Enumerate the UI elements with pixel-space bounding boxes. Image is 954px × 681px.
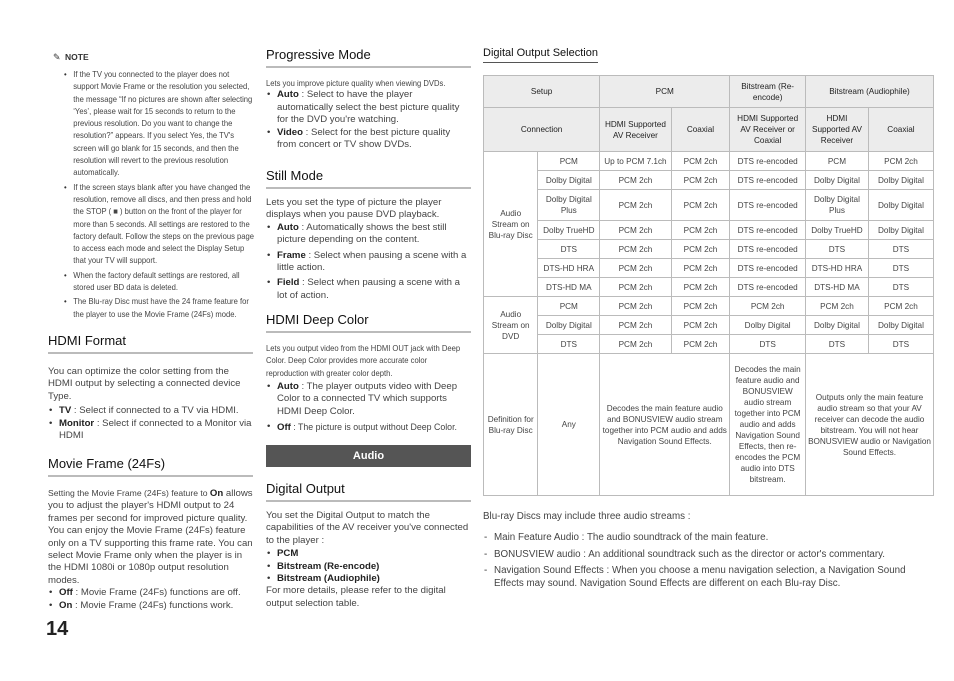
section-desc: You can optimize the color setting from the HDMI output by selecting a connected device Type. <box>48 366 241 402</box>
table-cell: PCM 2ch <box>868 297 933 316</box>
note-item: • The Blu-ray Disc must have the 24 frame feature for the player to use the Movie Frame (24Fs) mode. <box>53 295 257 320</box>
table-cell: Decodes the main feature audio and BONUSVIEW audio stream together into PCM audio and adds Navigation Sound Effects, then re-encodes the PCM audio into DTS bitstream. <box>730 354 806 496</box>
table-cell: DTS-HD MA <box>806 278 869 297</box>
option-item: • TV : Select if connected to a TV via HDMI. <box>48 405 253 417</box>
table-cell: PCM 2ch <box>671 335 730 354</box>
table-cell: DTS <box>868 335 933 354</box>
page-number: 14 <box>46 618 69 640</box>
table-row <box>484 240 934 259</box>
table-cell: PCM <box>538 152 600 171</box>
table-header: PCM <box>600 76 730 108</box>
option-item: • Field : Select when pausing a scene with a lot of action. <box>266 277 471 302</box>
table-cell: Dolby Digital <box>730 316 806 335</box>
table-cell: PCM <box>806 152 869 171</box>
table-row <box>484 171 934 190</box>
table-cell: DTS <box>868 259 933 278</box>
table-cell: PCM 2ch <box>671 240 730 259</box>
table-cell: PCM 2ch <box>600 240 671 259</box>
table-cell: Decodes the main feature audio and BONUSVIEW audio stream together into PCM audio and adds Navigation Sound Effects. <box>600 354 730 496</box>
table-title: Digital Output Selection <box>483 47 598 63</box>
table-cell: Dolby Digital <box>868 190 933 221</box>
table-cell: PCM 2ch <box>868 152 933 171</box>
table-cell: Dolby TrueHD <box>538 221 600 240</box>
table-cell: PCM 2ch <box>671 221 730 240</box>
table-header: Connection <box>484 108 600 152</box>
table-cell: PCM 2ch <box>806 297 869 316</box>
digital-output-section <box>266 481 471 610</box>
section-title: Movie Frame (24Fs) <box>48 456 253 477</box>
audio-section-bar: Audio <box>266 445 471 467</box>
table-row <box>484 259 934 278</box>
deep-color-section <box>266 312 471 435</box>
table-cell: PCM 2ch <box>671 259 730 278</box>
table-cell: DTS re-encoded <box>730 171 806 190</box>
table-cell: Dolby Digital <box>868 221 933 240</box>
streams-block <box>483 511 934 594</box>
table-cell: PCM 2ch <box>600 278 671 297</box>
table-cell: PCM 2ch <box>671 297 730 316</box>
option-item: • Monitor : Select if connected to a Monitor via HDMI <box>48 418 253 443</box>
table-cell: Up to PCM 7.1ch <box>600 152 671 171</box>
note-title: NOTE <box>65 52 89 62</box>
table-row <box>484 152 934 171</box>
table-header: Coaxial <box>671 108 730 152</box>
table-cell: PCM <box>538 297 600 316</box>
table-cell: PCM 2ch <box>600 190 671 221</box>
table-cell: PCM 2ch <box>600 171 671 190</box>
section-desc: Lets you improve picture quality when viewing DVDs. <box>266 78 446 88</box>
table-cell: PCM 2ch <box>600 335 671 354</box>
table-row <box>484 354 934 496</box>
note-item: • When the factory default settings are restored, all stored user BD data is deleted. <box>53 269 257 294</box>
section-title: Still Mode <box>266 168 471 189</box>
table-cell: Dolby Digital <box>868 171 933 190</box>
table-header: Bitstream (Re-encode) <box>730 76 806 108</box>
table-cell: PCM 2ch <box>730 297 806 316</box>
table-header: HDMI Supported AV Receiver or Coaxial <box>730 108 806 152</box>
table-row <box>484 221 934 240</box>
table-row <box>484 190 934 221</box>
note-item: • If the TV you connected to the player does not support Movie Frame or the resolution you selected, the message “If no pictures are shown after selecting ‘Yes’, please wait for 15 seconds to return to the previous resolution. Do you want to change the resolution?” appears. If you select Yes, the TV's screen will go blank for 15 seconds, and then the resolution will revert to the previous resolution automatically. <box>53 68 257 179</box>
digital-output-table <box>483 75 934 496</box>
option-item: • Video : Select for the best picture quality from concert or TV show DVDs. <box>266 127 471 152</box>
table-cell: PCM 2ch <box>671 278 730 297</box>
table-cell: Dolby TrueHD <box>806 221 869 240</box>
section-title: HDMI Format <box>48 333 253 354</box>
progressive-section <box>266 47 471 151</box>
option-item: • Auto : Automatically shows the best still picture depending on the content. <box>266 222 471 247</box>
table-cell: Dolby Digital <box>806 171 869 190</box>
option-item: • Off : Movie Frame (24Fs) functions are off. <box>48 587 253 599</box>
section-title: Progressive Mode <box>266 47 471 68</box>
section-footer: For more details, please refer to the digital output selection table. <box>266 585 446 609</box>
table-header: HDMI Supported AV Receiver <box>806 108 869 152</box>
option-item: • Bitstream (Re-encode) <box>266 561 471 573</box>
option-item: • On : Movie Frame (24Fs) functions work. <box>48 600 253 612</box>
table-row <box>484 335 934 354</box>
table-header: HDMI Supported AV Receiver <box>600 108 671 152</box>
section-desc: Lets you set the type of picture the player displays when you pause DVD playback. <box>266 197 442 221</box>
table-cell: DTS <box>868 278 933 297</box>
streams-intro: Blu-ray Discs may include three audio streams : <box>483 511 691 522</box>
table-cell: DTS <box>806 335 869 354</box>
table-cell: PCM 2ch <box>671 171 730 190</box>
row-group-label: Definition for Blu-ray Disc <box>484 354 538 496</box>
section-title: HDMI Deep Color <box>266 312 471 333</box>
table-cell: Any <box>538 354 600 496</box>
table-cell: PCM 2ch <box>600 297 671 316</box>
table-cell: PCM 2ch <box>600 221 671 240</box>
table-cell: Dolby Digital <box>538 171 600 190</box>
option-item: • Frame : Select when pausing a scene with a little action. <box>266 250 471 275</box>
section-title: Digital Output <box>266 481 471 502</box>
option-item: • PCM <box>266 548 471 560</box>
table-cell: Dolby Digital <box>806 316 869 335</box>
section-desc: Setting the Movie Frame (24Fs) feature to On allows you to adjust the player's HDMI output to 24 frames per second for improved picture quality. You can enjoy the Movie Frame (24Fs) feature only on a TV supporting this frame rate. You can select Movie Frame only when the player is in the HDMI 1080i or 1080p output resolution modes. <box>48 488 253 586</box>
table-cell: PCM 2ch <box>600 316 671 335</box>
table-cell: DTS <box>806 240 869 259</box>
table-row <box>484 278 934 297</box>
table-header: Coaxial <box>868 108 933 152</box>
table-cell: DTS-HD MA <box>538 278 600 297</box>
table-cell: DTS re-encoded <box>730 240 806 259</box>
stream-item: - BONUSVIEW audio : An additional soundtrack such as the director or actor's commentary. <box>483 549 934 561</box>
table-cell: DTS-HD HRA <box>806 259 869 278</box>
table-cell: Outputs only the main feature audio stream so that your AV receiver can decode the audio bitstream. You will not hear BONUSVIEW audio or Navigation Sound Effects. <box>806 354 934 496</box>
hdmi-format-section <box>48 333 253 442</box>
option-item: • Bitstream (Audiophile) <box>266 573 471 585</box>
table-header: Bitstream (Audiophile) <box>806 76 934 108</box>
table-cell: PCM 2ch <box>671 152 730 171</box>
table-cell: Dolby Digital Plus <box>538 190 600 221</box>
table-cell: PCM 2ch <box>600 259 671 278</box>
table-cell: DTS re-encoded <box>730 190 806 221</box>
option-item: • Off : The picture is output without Deep Color. <box>266 421 471 434</box>
section-desc: Lets you output video from the HDMI OUT jack with Deep Color. Deep Color provides more accurate color reproduction with greater color depth. <box>266 343 461 378</box>
stream-item: - Navigation Sound Effects : When you choose a menu navigation selection, a Navigation Sound Effects may sound. Navigation Sound Effects are different on each Blu-ray Disc. <box>483 565 934 590</box>
section-desc: You set the Digital Output to match the capabilities of the AV receiver you've connected to the player : <box>266 510 469 546</box>
table-cell: PCM 2ch <box>671 316 730 335</box>
table-cell: PCM 2ch <box>671 190 730 221</box>
still-mode-section <box>266 168 471 302</box>
table-cell: DTS <box>538 240 600 259</box>
table-cell: DTS re-encoded <box>730 221 806 240</box>
table-cell: DTS re-encoded <box>730 278 806 297</box>
row-group-label: Audio Stream on DVD <box>484 297 538 354</box>
row-group-label: Audio Stream on Blu-ray Disc <box>484 152 538 297</box>
table-cell: Dolby Digital <box>868 316 933 335</box>
table-row <box>484 316 934 335</box>
movie-frame-section <box>48 456 253 612</box>
table-cell: DTS re-encoded <box>730 259 806 278</box>
option-item: • Auto : Select to have the player automatically select the best picture quality for the DVD you're watching. <box>266 89 471 126</box>
table-cell: DTS re-encoded <box>730 152 806 171</box>
option-item: • Auto : The player outputs video with Deep Color to a connected TV which supports HDMI Deep Color. <box>266 381 471 418</box>
table-header: Setup <box>484 76 600 108</box>
table-cell: Dolby Digital Plus <box>806 190 869 221</box>
note-item: • If the screen stays blank after you have changed the resolution, remove all discs, and then press and hold the STOP ( ■ ) button on the front of the player for more than 5 seconds. All settings are restored to the factory default. Follow the steps on the previous page to access each mode and select the Display Setup that your TV will support. <box>53 181 257 267</box>
note-block <box>53 47 258 322</box>
table-cell: DTS <box>868 240 933 259</box>
table-cell: DTS <box>730 335 806 354</box>
pencil-icon: ✎ <box>53 52 61 62</box>
stream-item: - Main Feature Audio : The audio soundtrack of the main feature. <box>483 532 934 544</box>
table-row <box>484 297 934 316</box>
table-cell: DTS-HD HRA <box>538 259 600 278</box>
table-cell: DTS <box>538 335 600 354</box>
table-cell: Dolby Digital <box>538 316 600 335</box>
